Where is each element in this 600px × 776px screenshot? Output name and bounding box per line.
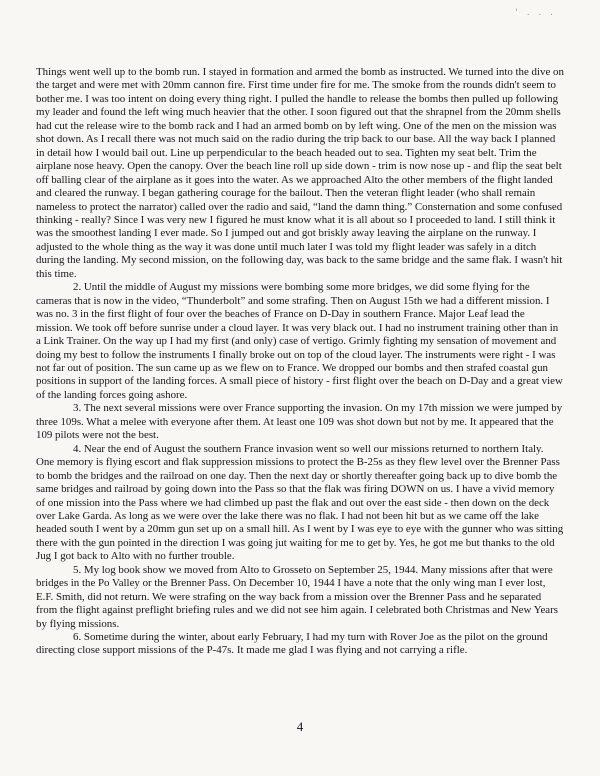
paragraph-4: 4. Near the end of August the southern France invasion went so well our missions returned to northern Italy. One memory is flying escort and flak suppression missions to protect the B-25s as they flew level over the Brenner Pass to bomb the bridges and the railroad on one day. Then the next day or shortly thereafter going back up to dive bomb the same bridges and railroad by going down into the Pass so that the flak was firing DOWN on us. I have a vivid memory of one mission into the Pass where we had climbed up past the flak and out over the east side - then down on the deck over Lake Garda. As long as we were over the lake there was no flak. I had not been hit but as we came off the lake headed south I went by a 20mm gun set up on a small hill. As I went by I was eye to eye with the gunner who was sitting there with the gun pointed in the direction I was going jut waiting for me to get by. Yes, he got me but thanks to the old Jug I got back to Alto with no further trouble. [36,442,564,563]
paragraph-2: 2. Until the middle of August my missions were bombing some more bridges, we did some flying for the cameras that is now in the video, “Thunderbolt” and some strafing. Then on August 15th we had a different mission. I was no. 3 in the first flight of four over the beaches of France on D-Day in southern France. Major Leaf lead the mission. We took off before sunrise under a cloud layer. It was very black out. I had no instrument training other than in a Link Trainer. On the way up I had my first (and only) case of vertigo. Grimly fighting my sensation of movement and doing my best to follow the instruments I finally broke out on top of the cloud layer. The instruments were right - I was not far out of position. The sun came up as we flew on to France. We dropped our bombs and then strafed coastal gun positions in support of the landing forces. A small piece of history - first flight over the beach on D-Day and a great view of the landing forces going ashore. [36,281,563,401]
paragraph-6: 6. Sometime during the winter, about early February, I had my turn with Rover Joe as the pilot on the ground directing close support missions of the P-47s. It made me glad I was flying and not carrying a rifle. [36,631,548,657]
corner-marks: ' . . . [515,8,556,18]
paragraph-3: 3. The next several missions were over France supporting the invasion. On my 17th mission we were jumped by three 109s. What a melee with everyone after them. At least one 109 was shot down but not by me. It appeared that the 109 pilots were not the best. [36,402,563,442]
paragraph-5: 5. My log book show we moved from Alto to Grosseto on September 25, 1944. Many missions after that were bridges in the Po Valley or the Brenner Pass. On December 10, 1944 I have a note that the only wing man I ever lost, E.F. Smith, did not return. We were strafing on the way back from a mission over the Brenner Pass and he separated from the flight against preflight briefing rules and we did not see him again. I celebrated both Christmas and New Years by flying missions. [36,563,559,630]
page-number: 4 [296,719,304,734]
paragraph-1: Things went well up to the bomb run. I stayed in formation and armed the bomb as instructed. We turned into the dive on the target and were met with 20mm cannon fire. First time under fire for me. The smoke from the rounds didn't seem to bother me. I was too intent on doing every thing right. I pulled the handle to release the bombs then pulled up following my leader and found the left wing much heavier that the other. I soon figured out that the shrapnel from the 20mm shells had cut the release wire to the bomb rack and I had an armed bomb on by left wing. One of the men on the mission was shot down. As I recall there was not much said on the radio during the trip back to our base. All the way back I planned in detail how I would bail out. Line up perpendicular to the beach headed out to sea. Tighten my seat belt. Trim the airplane nose heavy. Open the canopy. Over the beach line roll up side down - trim is now nose up - and flip the seat belt off balling clear of the airplane as it goes into the water. As we approached Alto the other members of the flight landed and cleared the runway. I began gathering courage for the bailout. Then the veteran flight leader (who shall remain nameless to protect the narrator) called over the radio and said, “land the damn thing.” Consternation and some confused thinking - really? Since I was very new I figured he must know what it is all about so I proceeded to land. I still think it was the smoothest landing I ever made. So I jumped out and got briskly away leaving the airplane on the runway. I adjusted to the whole thing as the way it was done until much later I was told my flight leader was safely in a ditch during the landing. My second mission, on the following day, was back to the same bridge and the same flak. I wasn't hit this time. [36,66,564,280]
document-body [36,66,564,658]
